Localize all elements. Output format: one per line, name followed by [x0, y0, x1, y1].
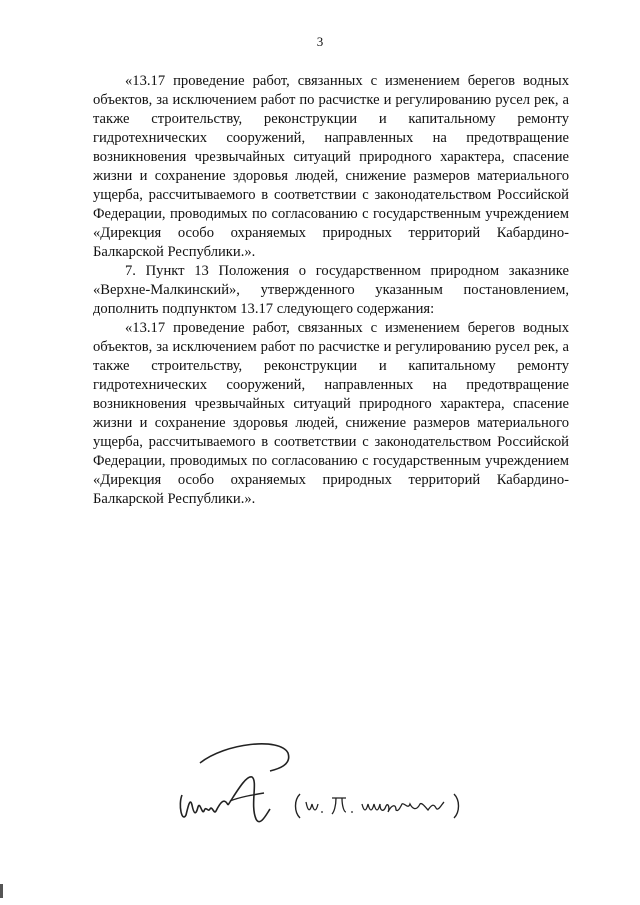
handwritten-name [292, 790, 482, 820]
paragraph-subpoint-13-17-first: «13.17 проведение работ, связанных с изменением берегов водных объектов, за исключением работ по расчистке и регулированию русел рек, а также строительству, реконструкции и капитальному ремонту гидротехнических сооружений, направленных на предотвращение возникновения чрезвычайных ситуаций природного характера, спасение жизни и сохранение здоровья людей, снижение размеров материального ущерба, рассчитываемого в соответствии с законодательством Российской Федерации, проводимых по согласованию с государственным учреждением «Дирекция особо охраняемых природных территорий Кабардино-Балкарской Республики.». [93, 73, 569, 260]
margin-mark [0, 884, 3, 898]
document-body [93, 72, 569, 509]
paragraph-subpoint-13-17-second: «13.17 проведение работ, связанных с изменением берегов водных объектов, за исключением работ по расчистке и регулированию русел рек, а также строительству, реконструкции и капитальному ремонту гидротехнических сооружений, направленных на предотвращение возникновения чрезвычайных ситуаций природного характера, спасение жизни и сохранение здоровья людей, снижение размеров материального ущерба, рассчитываемого в соответствии с законодательством Российской Федерации, проводимых по согласованию с государственным учреждением «Дирекция особо охраняемых природных территорий Кабардино-Балкарской Республики.». [93, 320, 569, 507]
signature-scribble [170, 735, 300, 830]
page-number: 3 [316, 34, 324, 49]
paragraph-item-7: 7. Пункт 13 Положения о государственном природном заказнике «Верхне-Малкинский», утвержденного указанным постановлением, дополнить подпунктом 13.17 следующего содержания: [93, 263, 569, 317]
handwritten-name-scribble [292, 790, 482, 820]
